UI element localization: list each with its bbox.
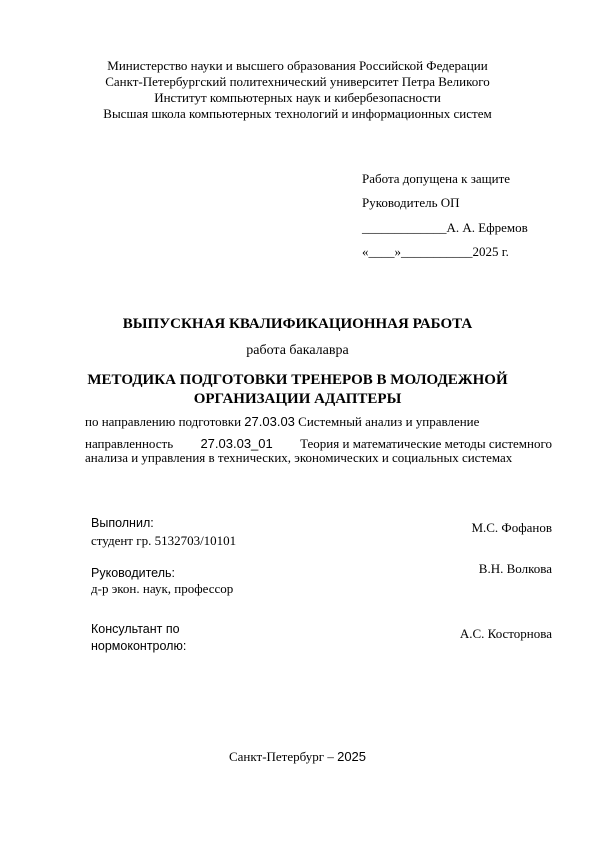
supervisor-title: д-р экон. наук, профессор <box>91 581 234 596</box>
approval-date-line: «____»___________2025 г. <box>362 244 509 259</box>
approval-admitted: Работа допущена к защите <box>362 171 511 186</box>
ministry-line: Министерство науки и высшего образования Российской Федерации <box>107 58 488 73</box>
approval-signature-line: _____________А. А. Ефремов <box>362 220 528 235</box>
author-group: студент гр. 5132703/10101 <box>91 533 237 548</box>
school-line: Высшая школа компьютерных технологий и информационных систем <box>103 106 492 121</box>
footer-city-year <box>0 749 595 765</box>
consultant-label: Консультант по <box>91 622 180 636</box>
direction-line <box>85 414 479 430</box>
author-name: М.С. Фофанов <box>471 520 552 535</box>
supervisor-name: В.Н. Волкова <box>478 561 552 576</box>
focus-rest: Теория и математические методы системного <box>300 436 552 451</box>
approval-head: Руководитель ОП <box>362 195 460 210</box>
university-line: Санкт-Петербургский политехнический университет Петра Великого <box>105 74 490 89</box>
focus-code: 27.03.03_01 <box>200 436 273 451</box>
thesis-topic-line1: МЕТОДИКА ПОДГОТОВКИ ТРЕНЕРОВ В МОЛОДЕЖНОЙ <box>87 372 508 388</box>
focus-line2: анализа и управления в технических, экономических и социальных системах <box>85 450 513 465</box>
author-label: Выполнил: <box>91 516 154 530</box>
consultant-label-2: нормоконтролю: <box>91 639 187 653</box>
consultant-name: А.С. Косторнова <box>459 626 552 641</box>
institute-line: Институт компьютерных наук и кибербезопасности <box>154 90 441 105</box>
degree-subtitle: работа бакалавра <box>246 343 349 358</box>
direction-code: 27.03.03 <box>244 414 295 429</box>
direction-name: Системный анализ и управление <box>298 414 480 429</box>
footer-city: Санкт-Петербург – <box>228 749 338 764</box>
work-type-title: ВЫПУСКНАЯ КВАЛИФИКАЦИОННАЯ РАБОТА <box>122 316 473 332</box>
thesis-topic-line2: ОРГАНИЗАЦИИ АДАПТЕРЫ <box>193 391 402 407</box>
direction-prefix: по направлению подготовки <box>85 414 242 429</box>
supervisor-label: Руководитель: <box>91 566 176 580</box>
focus-prefix: направленность <box>85 436 174 451</box>
footer-year: 2025 <box>337 749 367 764</box>
